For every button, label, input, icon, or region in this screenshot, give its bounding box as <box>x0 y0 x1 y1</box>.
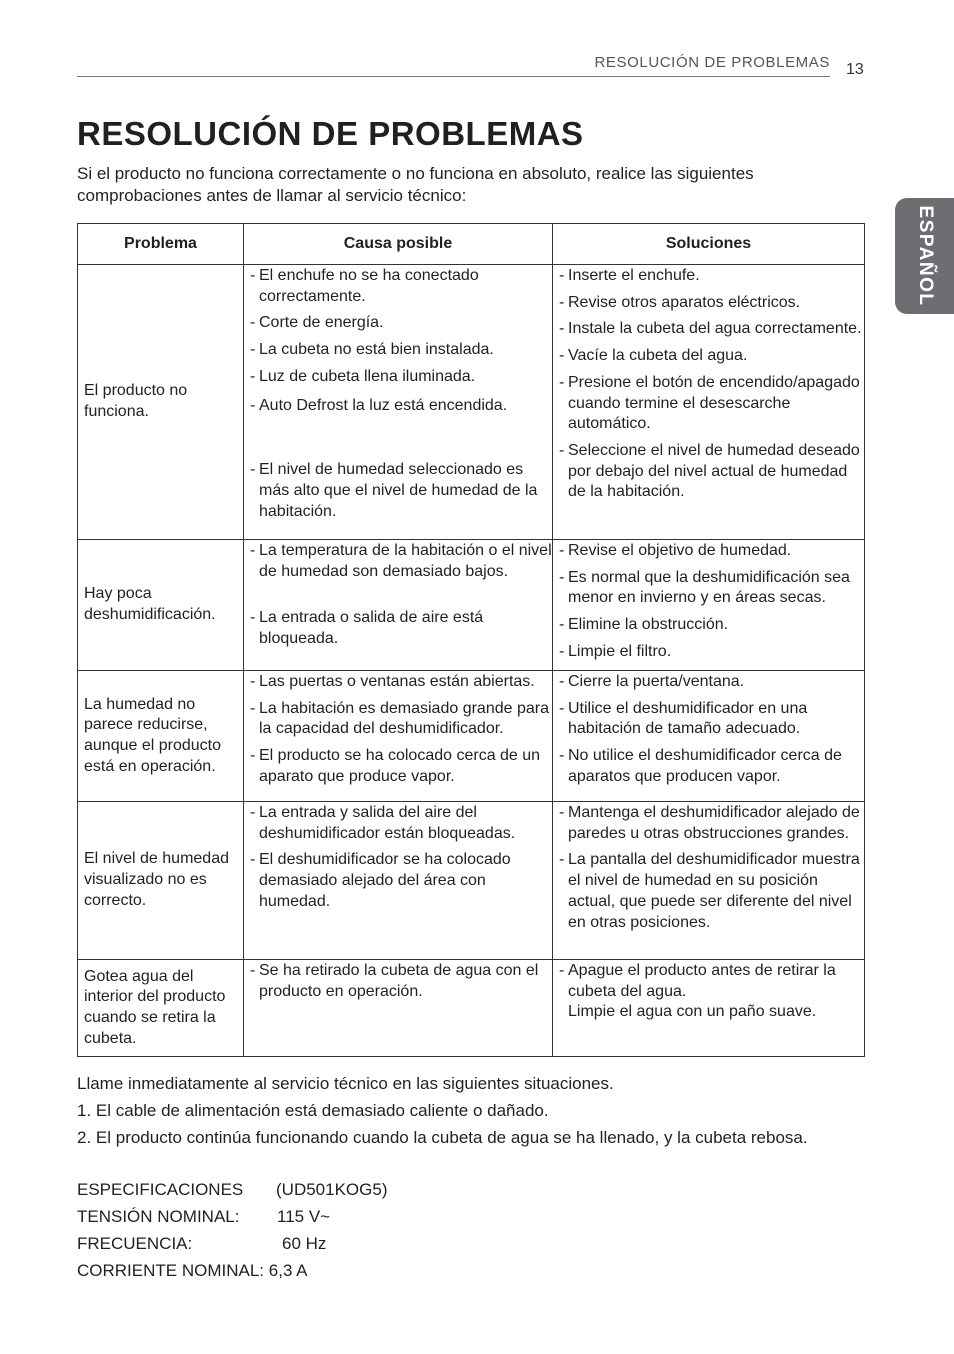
solutions-cell <box>553 265 865 540</box>
table-header-row <box>78 224 865 265</box>
solution-item: - Limpie el filtro. <box>559 642 864 663</box>
service-situation-item: 2. El producto continúa funcionando cuando la cubeta de agua se ha llenado, y la cubeta rebosa. <box>77 1128 808 1147</box>
solutions-cell <box>553 960 865 1057</box>
solution-item: - Vacíe la cubeta del agua. <box>559 346 864 367</box>
header-divider <box>77 76 830 77</box>
cause-item: - El producto se ha colocado cerca de un aparato que produce vapor. <box>250 746 552 787</box>
solutions-cell <box>553 671 865 802</box>
solution-item: - No utilice el deshumidificador cerca de aparatos que producen vapor. <box>559 746 864 787</box>
solution-item: - Presione el botón de encendido/apagado cuando termine el desescarche automático. <box>559 373 864 435</box>
spec-row-model <box>77 1179 388 1201</box>
cause-item: - El nivel de humedad seleccionado es más alto que el nivel de humedad de la habitación. <box>250 460 552 522</box>
problem-cell: El nivel de humedad visualizado no es correcto. <box>78 802 244 960</box>
table-row <box>78 265 865 540</box>
solution-item: - Elimine la obstrucción. <box>559 615 864 636</box>
spec-row-voltage <box>77 1206 331 1228</box>
solution-item: - Es normal que la deshumidificación sea menor en invierno y en áreas secas. <box>559 568 864 609</box>
solution-item: - Cierre la puerta/ventana. <box>559 672 864 693</box>
table-row <box>78 802 865 960</box>
problem-cell: El producto no funciona. <box>78 265 244 540</box>
spec-value: (UD501KOG5) <box>276 1180 388 1199</box>
table-row <box>78 540 865 671</box>
solutions-cell <box>553 802 865 960</box>
cause-cell <box>244 671 553 802</box>
solution-item: - Revise otros aparatos eléctricos. <box>559 293 864 314</box>
header-solutions: Soluciones <box>553 224 865 265</box>
spec-row-current <box>77 1260 308 1282</box>
cause-cell <box>244 960 553 1057</box>
table-row <box>78 960 865 1057</box>
language-tab <box>895 198 954 314</box>
solution-item: - Apague el producto antes de retirar la cubeta del agua. <box>559 961 864 1002</box>
cause-cell <box>244 265 553 540</box>
solution-item: - Inserte el enchufe. <box>559 266 864 287</box>
cause-item: - La entrada o salida de aire está bloqueada. <box>250 608 552 649</box>
solutions-cell <box>553 540 865 671</box>
spec-label: CORRIENTE NOMINAL: <box>77 1261 265 1280</box>
service-situation-item: 1. El cable de alimentación está demasiado caliente o dañado. <box>77 1101 549 1120</box>
problem-cell: Hay poca deshumidificación. <box>78 540 244 671</box>
cause-item: - Luz de cubeta llena iluminada. <box>250 367 552 388</box>
cause-item: - El enchufe no se ha conectado correctamente. <box>250 266 552 307</box>
solution-item: Limpie el agua con un paño suave. <box>568 1003 817 1021</box>
solution-item: - Instale la cubeta del agua correctamente. <box>559 319 864 340</box>
cause-cell <box>244 540 553 671</box>
cause-item: - La temperatura de la habitación o el nivel de humedad son demasiado bajos. <box>250 541 552 582</box>
cause-cell <box>244 802 553 960</box>
troubleshooting-table <box>77 223 865 1057</box>
solution-item: - Revise el objetivo de humedad. <box>559 541 864 562</box>
call-service-text: Llame inmediatamente al servicio técnico en las siguientes situaciones. <box>77 1074 614 1093</box>
spec-row-frequency <box>77 1233 327 1255</box>
cause-item: - La cubeta no está bien instalada. <box>250 340 552 361</box>
spec-label: FRECUENCIA: <box>77 1234 193 1253</box>
solution-item: - Seleccione el nivel de humedad deseado por debajo del nivel actual de humedad de la habitación. <box>559 441 864 503</box>
header-cause: Causa posible <box>244 224 553 265</box>
problem-cell: La humedad no parece reducirse, aunque el producto está en operación. <box>78 671 244 802</box>
header-section-title: RESOLUCIÓN DE PROBLEMAS <box>594 54 830 71</box>
spec-value: 6,3 A <box>268 1261 308 1280</box>
solution-item: - La pantalla del deshumidificador muestra el nivel de humedad en su posición actual, que puede ser diferente del nivel en otras posiciones. <box>559 850 864 933</box>
page-number: 13 <box>846 61 864 78</box>
solution-item: - Utilice el deshumidificador en una habitación de tamaño adecuado. <box>559 699 864 740</box>
spec-label: TENSIÓN NOMINAL: <box>77 1207 240 1226</box>
problem-cell: Gotea agua del interior del producto cuando se retira la cubeta. <box>78 960 244 1057</box>
cause-item: - Auto Defrost la luz está encendida. <box>250 396 552 417</box>
header-problem: Problema <box>78 224 244 265</box>
cause-item: - La habitación es demasiado grande para la capacidad del deshumidificador. <box>250 699 552 740</box>
intro-paragraph: Si el producto no funciona correctamente o no funciona en absoluto, realice las siguientes comprobaciones antes de llamar al servicio técnico: <box>77 164 754 205</box>
spec-value: 115 V~ <box>277 1207 331 1226</box>
table-row <box>78 671 865 802</box>
cause-item: - Las puertas o ventanas están abiertas. <box>250 672 552 693</box>
cause-item: - Se ha retirado la cubeta de agua con el producto en operación. <box>250 961 552 1002</box>
language-tab-label: ESPAÑOL <box>914 205 936 307</box>
solution-item: - Mantenga el deshumidificador alejado de paredes u otras obstrucciones grandes. <box>559 803 864 844</box>
cause-item: - La entrada y salida del aire del deshumidificador están bloqueadas. <box>250 803 552 844</box>
cause-item: - El deshumidificador se ha colocado demasiado alejado del área con humedad. <box>250 850 552 912</box>
spec-label: ESPECIFICACIONES <box>77 1180 244 1199</box>
cause-item: - Corte de energía. <box>250 313 552 334</box>
page-title: RESOLUCIÓN DE PROBLEMAS <box>77 115 584 152</box>
spec-value: 60 Hz <box>282 1234 327 1253</box>
